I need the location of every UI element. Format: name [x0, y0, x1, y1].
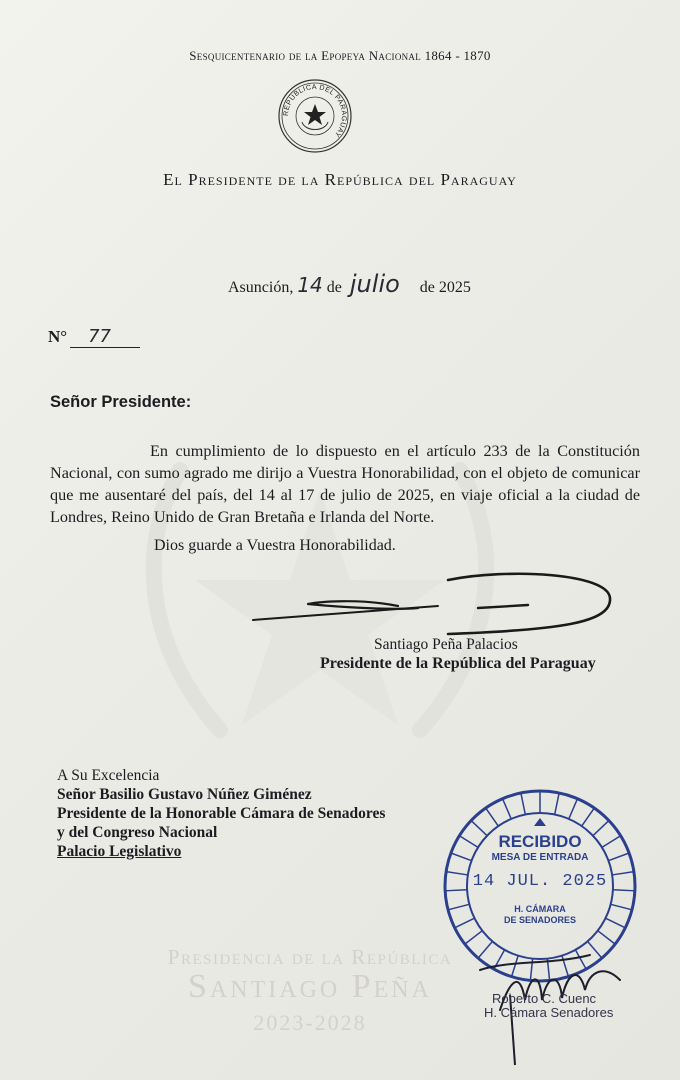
addressee-line-5: Palacio Legislativo: [57, 843, 182, 860]
stamp-title: RECIBIDO: [498, 832, 582, 851]
receiver-name: Roberto C. Cuenc: [492, 991, 597, 1006]
stamp-tick: [598, 931, 615, 944]
stamp-date: 14 JUL. 2025: [472, 872, 608, 891]
stamp-org-2: DE SENADORES: [503, 915, 576, 925]
number-label: N°: [48, 327, 68, 346]
page-title: El Presidente de la República del Paraguay: [163, 170, 517, 189]
national-seal-icon: [277, 78, 353, 154]
addressee-line-1: A Su Excelencia: [57, 767, 160, 784]
addressee-line-3: Presidente de la Honorable Cámara de Senadores: [57, 805, 386, 822]
signatory-name: Santiago Peña Palacios: [374, 636, 518, 653]
date-de-1: de: [326, 279, 342, 296]
letter-body: En cumplimiento de lo dispuesto en el artículo 233 de la Constitución Nacional, con sumo agrado me dirijo a Vuestra Honorabilidad, con el objeto de comunicar que me ausentaré del país, del 14 al 17 de julio de 2025, en viaje oficial a la ciudad de Londres, Reino Unido de Gran Bretaña e Irlanda del Norte.: [50, 442, 640, 526]
stamp-tick: [521, 793, 525, 815]
document-number: [48, 326, 140, 348]
addressee-block: [57, 766, 385, 861]
stamp-tick: [486, 808, 499, 826]
seal-text: REPÚBLICA DEL PARAGUAY: [282, 83, 348, 139]
stamp-tick: [569, 799, 578, 819]
date-line: [228, 270, 471, 298]
watermark-line-3: 2023-2028: [253, 1010, 367, 1035]
addressee-line-4: y del Congreso Nacional: [57, 824, 218, 841]
receiver-org: H. Cámara Senadores: [484, 1005, 614, 1020]
date-day: 14: [297, 273, 323, 297]
watermark-line-2: Santiago Peña: [188, 968, 432, 1005]
receiver-stamp: [484, 992, 613, 1020]
stamp-tick: [465, 931, 482, 944]
stamp-tick: [582, 808, 595, 826]
stamp-tick: [503, 799, 512, 819]
date-city: Asunción,: [228, 279, 294, 296]
watermark-line-1: Presidencia de la República: [167, 945, 453, 969]
stamp-tick: [555, 793, 559, 815]
anniversary-header: Sesquicentenario de la Epopeya Nacional 1864 - 1870: [189, 48, 491, 63]
stamp-subtitle: MESA DE ENTRADA: [491, 852, 589, 863]
salutation: Señor Presidente:: [50, 393, 192, 411]
signatory-role: Presidente de la República del Paraguay: [320, 655, 596, 672]
closing-line: Dios guarde a Vuestra Honorabilidad.: [154, 537, 396, 554]
addressee-line-2: Señor Basilio Gustavo Núñez Giménez: [57, 786, 312, 803]
number-value: 77: [88, 326, 111, 347]
date-year: 2025: [438, 279, 471, 296]
stamp-org-1: H. CÁMARA: [514, 904, 566, 914]
date-de-2: de: [419, 279, 435, 296]
date-month: julio: [349, 270, 400, 298]
